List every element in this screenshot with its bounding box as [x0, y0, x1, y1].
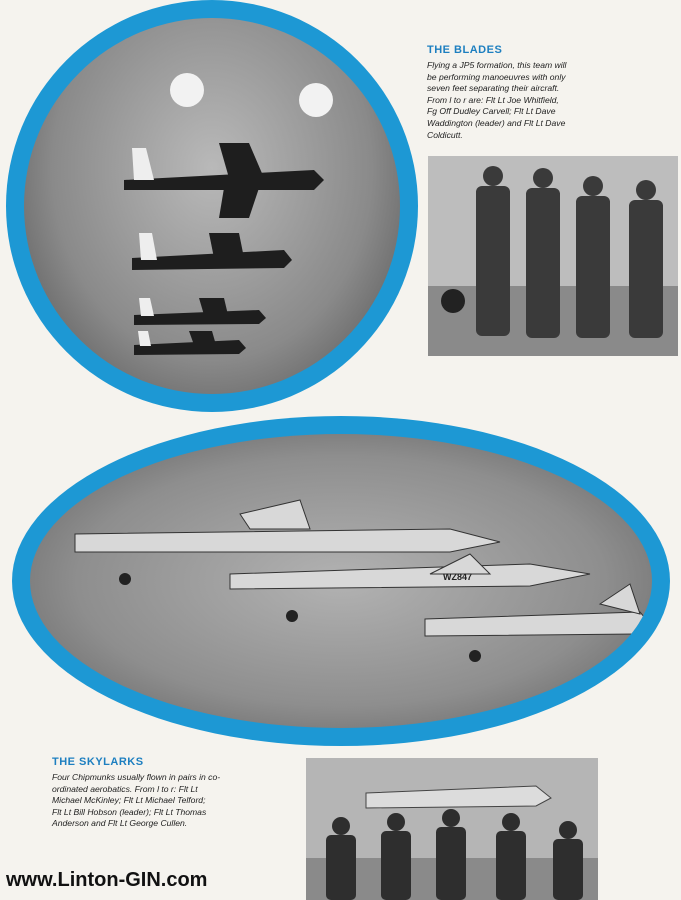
blades-caption [427, 60, 672, 141]
skylarks-heading: THE SKYLARKS [52, 756, 144, 768]
blades-caption-line: From l to r are: Flt Lt Joe Whitfield, [427, 94, 559, 105]
skylarks-caption-line: Flt Lt Bill Hobson (leader); Flt Lt Thomas [52, 806, 207, 817]
blades-caption-line: Fg Off Dudley Carvell; Flt Lt Dave [427, 106, 556, 117]
skylarks-caption-line: ordinated aerobatics. From l to r: Flt Lt [52, 783, 198, 794]
skylarks-pilots-illustration [306, 758, 598, 900]
site-url-watermark: www.Linton-GIN.com [6, 869, 208, 891]
jet-formation-illustration [24, 18, 400, 394]
chipmunk-formation-illustration [30, 434, 652, 728]
skylarks-caption [52, 772, 300, 830]
skylarks-formation-photo [30, 434, 652, 728]
skylarks-caption-line: Four Chipmunks usually flown in pairs in co- [52, 772, 221, 782]
blades-heading: THE BLADES [427, 44, 503, 56]
chipmunk-serial: WZ847 [443, 572, 473, 582]
blades-formation-photo [24, 18, 400, 394]
blades-pilots-illustration [428, 156, 678, 356]
blades-caption-line: Flying a JP5 formation, this team will [427, 60, 567, 70]
skylarks-caption-line: Anderson and Flt Lt George Cullen. [52, 818, 188, 829]
blades-caption-line: be performing manoeuvres with only [427, 71, 566, 82]
blades-caption-line: Waddington (leader) and Flt Lt Dave [427, 117, 566, 128]
blades-caption-line: Coldicutt. [427, 129, 463, 140]
skylarks-team-photo [306, 758, 598, 900]
blades-team-photo [428, 156, 678, 356]
blades-caption-line: seven feet separating their aircraft. [427, 83, 560, 94]
skylarks-caption-line: Michael McKinley; Flt Lt Michael Telford; [52, 795, 206, 806]
